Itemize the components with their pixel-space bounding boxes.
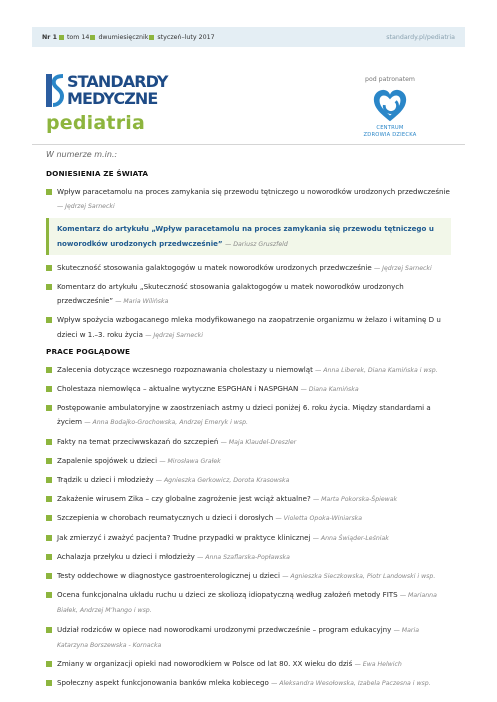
issue-number: Nr 1 <box>42 33 57 41</box>
article-item[interactable] <box>46 550 451 565</box>
table-of-contents <box>46 150 451 695</box>
article-item[interactable] <box>46 492 451 507</box>
article-item[interactable] <box>46 657 451 672</box>
volume: tom 14 <box>66 33 90 41</box>
article-author: — Dariusz Gruszfeld <box>225 240 288 248</box>
article-author: — Diana Kamińska <box>300 386 359 394</box>
article-author: — Jędrzej Sarnecki <box>145 331 203 339</box>
bullet-square-icon <box>46 386 52 392</box>
logo-line-2: MEDYCZNE <box>67 89 158 108</box>
article-item[interactable] <box>46 382 451 397</box>
article-author: — Agnieszka Sieczkowska, Piotr Landowski i wsp. <box>282 573 436 581</box>
article-item[interactable] <box>46 511 451 526</box>
article-author: — Mirosława Grałek <box>159 457 221 465</box>
article-item[interactable] <box>46 363 451 378</box>
patronage-block <box>356 76 424 139</box>
article-title: Zapalenie spojówek u dzieci <box>57 455 158 465</box>
article-author: — Jędrzej Sarnecki <box>374 264 432 272</box>
standardy-medyczne-logo <box>46 74 206 108</box>
logo-mark-icon <box>46 74 64 107</box>
bullet-square-icon <box>46 680 52 686</box>
article-item[interactable] <box>46 435 451 450</box>
article-title: Wpływ spożycia wzbogacanego mleka modyfikowanego na zaopatrzenie organizmu w żelazo i witaminę D u dzieci w 1.–3. roku życia <box>57 315 441 339</box>
article-item[interactable] <box>46 623 451 653</box>
patronage-name-line-1: CENTRUM <box>376 125 404 131</box>
bullet-square-icon <box>46 554 52 560</box>
site-link[interactable]: standardy.pl/pediatria <box>386 33 455 41</box>
journal-subtitle: pediatria <box>46 112 146 134</box>
article-title: Ocena funkcjonalna układu ruchu u dzieci ze skoliozą idiopatyczną według założeń metody FITS <box>57 590 398 600</box>
issue-date: styczeń–luty 2017 <box>157 33 215 41</box>
section-heading: DONIESIENIA ZE ŚWIATA <box>46 169 149 178</box>
article-title: Testy oddechowe w diagnostyce gastroenterologicznej u dzieci <box>57 571 280 581</box>
article-author: — Marianna Białek, Andrzej M’hango i wsp. <box>57 592 437 615</box>
article-title: Szczepienia w chorobach reumatycznych u dzieci i dorosłych <box>57 513 274 523</box>
separator-square-icon <box>149 35 154 40</box>
patronage-name-line-2: ZDROWIA DZIECKA <box>363 132 417 138</box>
patronage-label: pod patronatem <box>365 76 415 83</box>
separator-square-icon <box>90 35 95 40</box>
section-heading: PRACE POGLĄDOWE <box>46 346 131 356</box>
article-author: — Marta Pokorska-Śpiewak <box>313 496 398 504</box>
article-title: Zmiany w organizacji opieki nad noworodkiem w Polsce od lat 80. XX wieku do dziś <box>57 659 353 669</box>
article-title: Udział rodziców w opiece nad noworodkami urodzonymi przedwcześnie – program edukacyjny <box>57 624 392 634</box>
article-title: Społeczny aspekt funkcjonowania banków mleka kobiecego <box>57 678 269 688</box>
header-divider <box>32 144 465 145</box>
article-title: Achalazja przełyku u dzieci i młodzieży <box>57 551 195 561</box>
bullet-square-icon <box>46 367 52 373</box>
bullet-square-icon <box>46 439 52 445</box>
article-item[interactable] <box>46 401 451 430</box>
article-title: Zakażenie wirusem Zika – czy globalne zagrożenie jest wciąż aktualne? <box>57 494 311 504</box>
article-author: — Agnieszka Gerkowicz, Dorota Krasowska <box>155 477 290 485</box>
article-title: Wpływ paracetamolu na proces zamykania się przewodu tętniczego u noworodków urodzonych przedwcześnie <box>57 187 450 196</box>
bullet-square-icon <box>46 496 52 502</box>
article-author: — Aleksandra Wesołowska, Izabela Paczesna i wsp. <box>271 680 431 688</box>
bullet-square-icon <box>46 661 52 667</box>
frequency: dwumiesięcznik <box>98 33 149 41</box>
article-title: Trądzik u dzieci i młodzieży <box>57 475 154 485</box>
article-item[interactable] <box>46 531 451 546</box>
article-author: — Anna Liberek, Diana Kamińska i wsp. <box>315 366 438 374</box>
article-item[interactable] <box>46 588 451 618</box>
bullet-square-icon <box>46 265 52 271</box>
article-author: — Ewa Helwich <box>354 661 402 669</box>
article-item[interactable] <box>46 185 451 214</box>
article-item[interactable] <box>46 569 451 584</box>
logo-line-1: STANDARDY <box>67 72 168 91</box>
bullet-square-icon <box>46 189 52 195</box>
article-author: — Maja Klaudel-Dreszler <box>220 438 297 446</box>
article-title: Fakty na temat przeciwwskazań do szczepień <box>57 436 219 446</box>
toc-intro: W numerze m.in.: <box>46 150 118 159</box>
article-author: — Anna Świąder-Leśniak <box>312 534 389 542</box>
article-title: Jak zmierzyć i zważyć pacjenta? Trudne przypadki w praktyce klinicznej <box>57 532 311 542</box>
article-title: Zalecenia dotyczące wczesnego rozpoznawania cholestazy u niemowląt <box>57 364 313 374</box>
article-author: — Maria Wilińska <box>115 298 169 306</box>
issue-info-bar <box>32 27 465 47</box>
article-title: Komentarz do artykułu „Skuteczność stosowania galaktogogów u matek noworodków urodzonych przedwcześnie” <box>57 282 404 306</box>
bullet-square-icon <box>46 458 52 464</box>
bullet-square-icon <box>46 284 52 290</box>
article-item[interactable] <box>46 676 451 691</box>
article-item[interactable] <box>46 280 451 309</box>
article-item[interactable] <box>46 473 451 488</box>
article-title: Komentarz do artykułu „Wpływ paracetamolu na proces zamykania się przewodu tętniczego u noworodków urodzonych przedwcześnie” <box>57 224 434 248</box>
article-item[interactable] <box>46 313 451 342</box>
bullet-square-icon <box>46 627 52 633</box>
bullet-square-icon <box>46 573 52 579</box>
article-title: Skuteczność stosowania galaktogogów u matek noworodków urodzonych przedwcześnie <box>57 262 372 272</box>
article-author: — Violetta Opoka-Winiarska <box>275 515 363 523</box>
article-author: — Maria Katarzyna Borszewska - Kornacka <box>57 626 419 649</box>
bullet-square-icon <box>46 515 52 521</box>
article-title: Cholestaza niemowlęca – aktualne wytyczne ESPGHAN i NASPGHAN <box>57 384 299 394</box>
bullet-square-icon <box>46 535 52 541</box>
article-item[interactable] <box>46 454 451 469</box>
commentary-item[interactable] <box>46 218 451 254</box>
bullet-square-icon <box>46 405 52 411</box>
article-title: Postępowanie ambulatoryjne w zaostrzeniach astmy u dzieci poniżej 6. roku życia. Między standardami a życiem <box>57 403 431 427</box>
bullet-square-icon <box>46 592 52 598</box>
article-item[interactable] <box>46 261 451 276</box>
article-author: — Anna Bodajko-Grochowska, Andrzej Emeryk i wsp. <box>84 419 248 427</box>
bullet-square-icon <box>46 477 52 483</box>
article-author: — Jędrzej Sarnecki <box>57 203 115 211</box>
separator-square-icon <box>59 35 64 40</box>
article-author: — Anna Szaflarska-Popławska <box>197 553 290 561</box>
czd-heart-logo-icon <box>371 87 409 125</box>
bullet-square-icon <box>46 317 52 323</box>
